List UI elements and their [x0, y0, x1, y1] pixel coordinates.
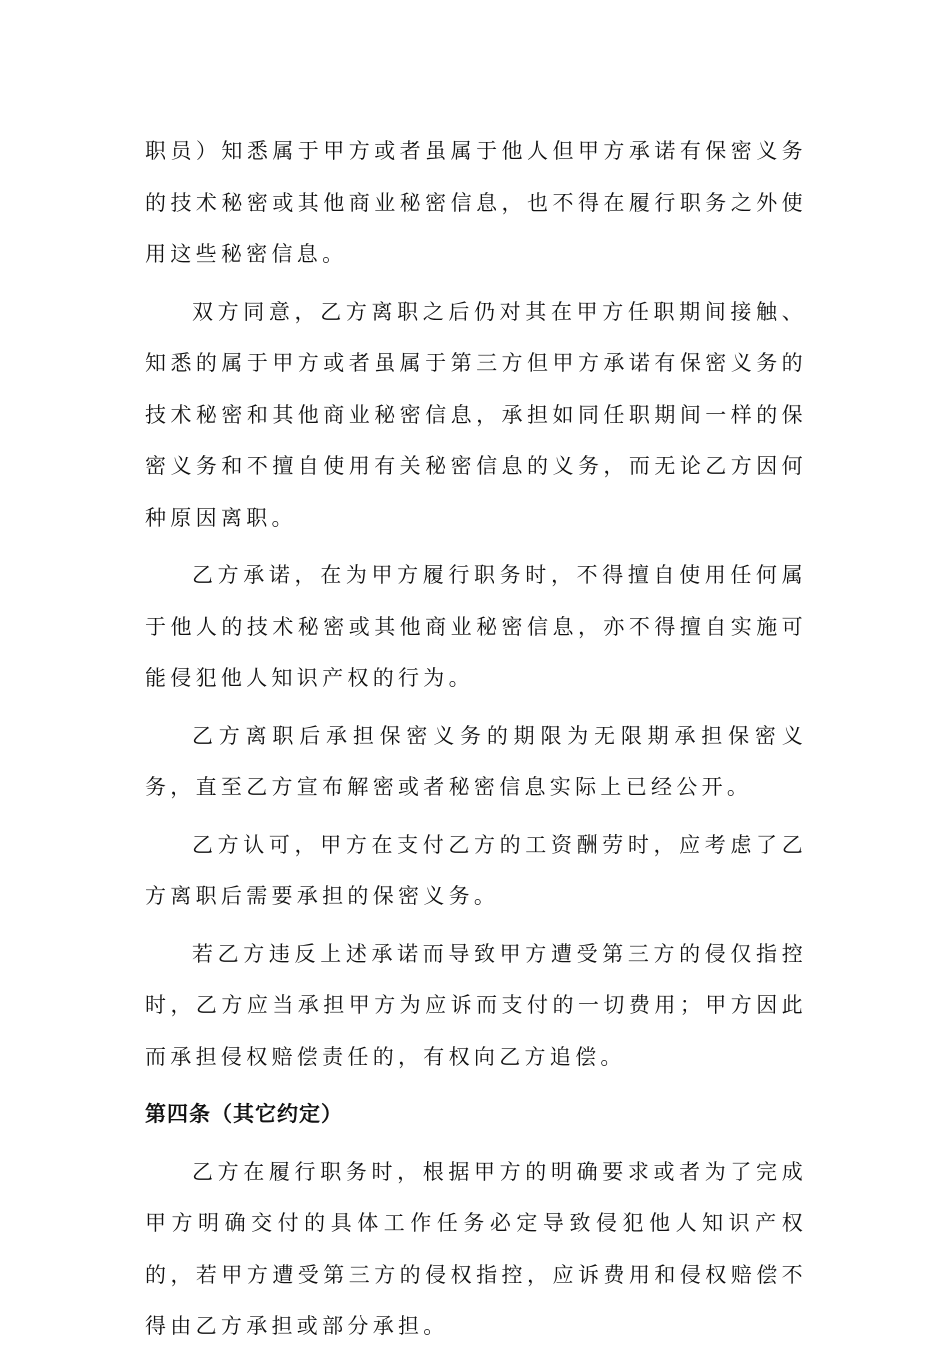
paragraph-breach-liability: 若乙方违反上述承诺而导致甲方遭受第三方的侵仅指控时，乙方应当承担甲方为应诉而支付的一切费用；甲方因此而承担侵权赔偿责任的，有权向乙方追偿。	[145, 941, 807, 1069]
paragraph-post-departure-confidentiality: 双方同意，乙方离职之后仍对其在甲方任职期间接触、知悉的属于甲方或者虽属于第三方但甲方承诺有保密义务的技术秘密和其他商业秘密信息，承担如同任职期间一样的保密义务和不擅自使用有关秘密信息的义务，而无论乙方因何种原因离职。	[145, 299, 807, 530]
paragraph-other-agreements: 乙方在履行职务时，根据甲方的明确要求或者为了完成甲方明确交付的具体工作任务必定导致侵犯他人知识产权的，若甲方遭受第三方的侵权指控，应诉费用和侵权赔偿不得由乙方承担或部分承担。	[145, 1159, 807, 1338]
paragraph-no-infringement-promise: 乙方承诺，在为甲方履行职务时，不得擅自使用任何属于他人的技术秘密或其他商业秘密信息，亦不得擅自实施可能侵犯他人知识产权的行为。	[145, 563, 807, 690]
paragraph-confidentiality-term: 乙方离职后承担保密义务的期限为无限期承担保密义务，直至乙方宣布解密或者秘密信息实际上已经公开。	[145, 723, 807, 799]
section-heading-article-four: 第四条（其它约定）	[145, 1102, 343, 1126]
document-body	[145, 126, 807, 1359]
paragraph-salary-consideration: 乙方认可，甲方在支付乙方的工资酬劳时，应考虑了乙方离职后需要承担的保密义务。	[145, 832, 807, 908]
paragraph-continuation: 职员）知悉属于甲方或者虽属于他人但甲方承诺有保密义务的技术秘密或其他商业秘密信息，也不得在履行职务之外使用这些秘密信息。	[145, 139, 807, 266]
